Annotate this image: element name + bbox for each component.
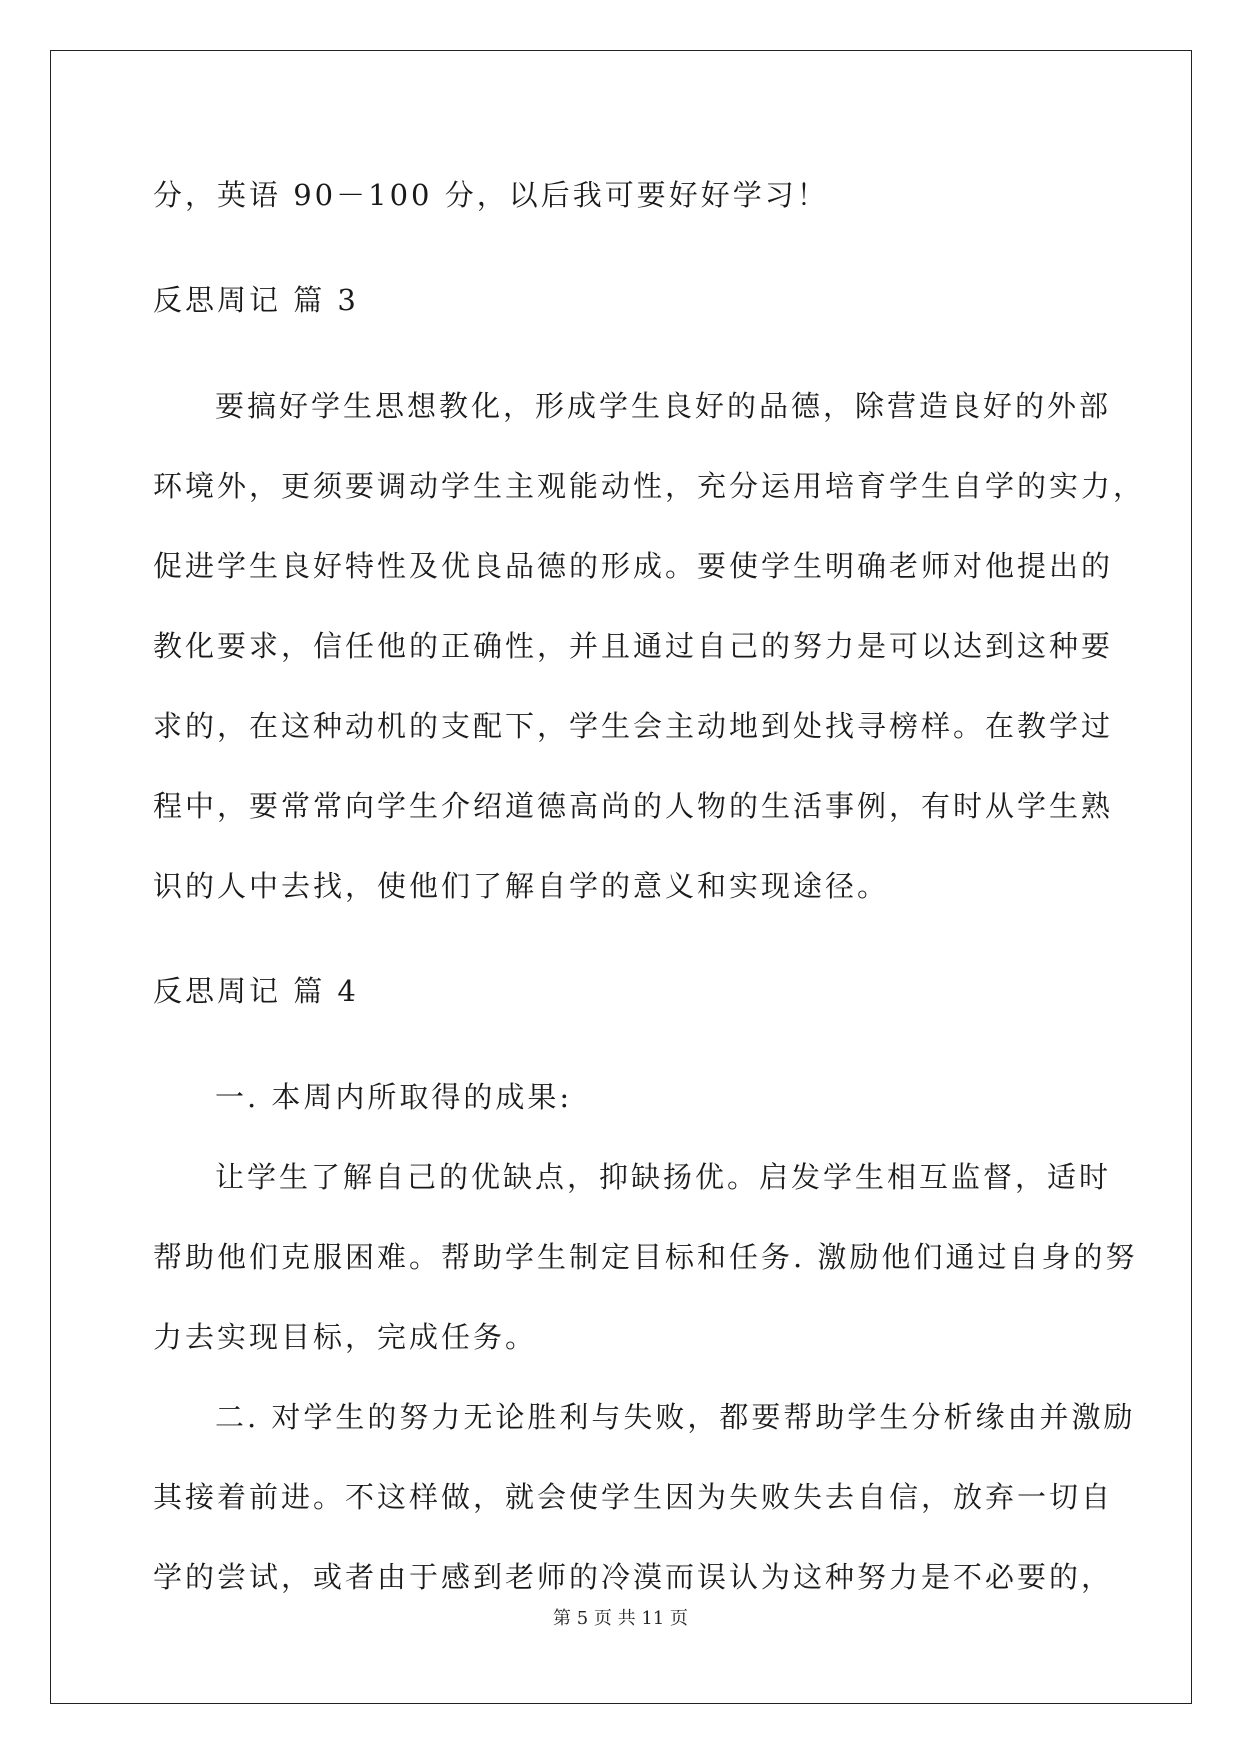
text-line: 学的尝试，或者由于感到老师的冷漠而误认为这种努力是不必要的， (153, 1560, 1114, 1594)
text-line: 求的，在这种动机的支配下，学生会主动地到处找寻榜样。在教学过 (153, 709, 1114, 743)
text-line: 帮助他们克服困难。帮助学生制定目标和任务. 激励他们通过自身的努 (153, 1240, 1138, 1274)
page-footer: 第 5 页 共 11 页 (553, 1608, 688, 1629)
section-heading: 反思周记 篇 4 (153, 974, 359, 1008)
text-line: 要搞好学生思想教化，形成学生良好的品德，除营造良好的外部 (215, 389, 1112, 423)
text-line: 让学生了解自己的优缺点，抑缺扬优。启发学生相互监督，适时 (215, 1160, 1112, 1194)
text-line: 一. 本周内所取得的成果: (215, 1080, 573, 1114)
text-line: 二. 对学生的努力无论胜利与失败，都要帮助学生分析缘由并激励 (215, 1400, 1136, 1434)
text-line: 促进学生良好特性及优良品德的形成。要使学生明确老师对他提出的 (153, 549, 1114, 583)
text-line: 力去实现目标，完成任务。 (153, 1320, 538, 1354)
text-line: 教化要求，信任他的正确性，并且通过自己的努力是可以达到这种要 (153, 629, 1114, 663)
text-line: 识的人中去找，使他们了解自学的意义和实现途径。 (153, 869, 890, 903)
text-line: 环境外，更须要调动学生主观能动性，充分运用培育学生自学的实力， (153, 469, 1146, 503)
text-line: 分，英语 90－100 分，以后我可要好好学习！ (153, 178, 829, 212)
text-line: 其接着前进。不这样做，就会使学生因为失败失去自信，放弃一切自 (153, 1480, 1114, 1514)
document-body (153, 155, 1146, 1617)
text-line: 程中，要常常向学生介绍道德高尚的人物的生活事例，有时从学生熟 (153, 789, 1114, 823)
section-heading: 反思周记 篇 3 (153, 283, 359, 317)
